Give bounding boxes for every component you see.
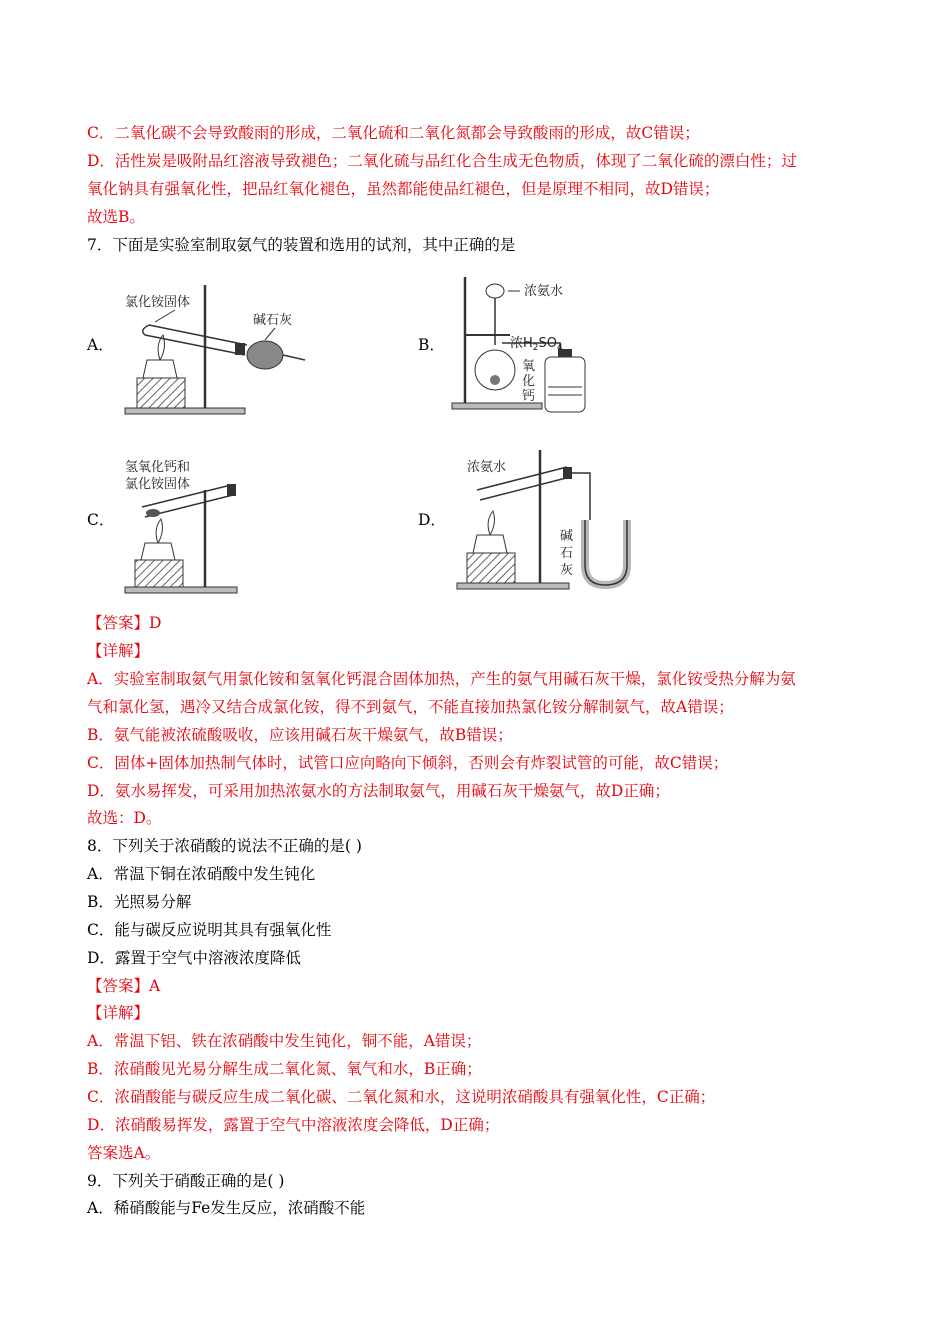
label-ammonium-chloride: 氯化铵固体	[125, 477, 191, 492]
stand-base	[457, 583, 569, 589]
test-tube	[480, 477, 570, 500]
label-conc-ammonia: 浓氨水	[524, 284, 564, 299]
q8-option-b: B．光照易分解	[87, 893, 192, 911]
q8-explain-b: B．浓硝酸见光易分解生成二氧化氮、氧气和水，B正确；	[87, 1060, 482, 1078]
pointer-line-1	[155, 310, 175, 322]
alcohol-lamp	[141, 543, 175, 560]
label-soda-lime-1: 碱	[560, 529, 574, 544]
q8-explain-a: A．常温下铝、铁在浓硝酸中发生钝化，铜不能，A错误；	[87, 1032, 482, 1050]
label-soda-lime: 碱石灰	[253, 313, 293, 328]
u-tube	[585, 520, 627, 585]
alcohol-lamp	[473, 535, 507, 553]
stand-base	[125, 408, 245, 414]
wood-block	[137, 378, 185, 408]
prev-explain-d-line1: D．活性炭是吸附品红溶液导致褪色；二氧化硫与品红化合生成无色物质，体现了二氧化硫的漂白性；过	[87, 152, 797, 170]
q7-option-b-label: B．	[418, 336, 445, 354]
label-soda-lime-2: 石	[560, 546, 574, 561]
figure-a-apparatus	[115, 280, 315, 420]
q7-option-a-label: A．	[87, 336, 114, 354]
q7-answer: 【答案】D	[87, 614, 162, 632]
q7-stem: 7．下面是实验室制取氨气的装置和选用的试剂，其中正确的是	[87, 236, 516, 254]
q7-explain-a-line1: A．实验室制取氨气用氯化铵和氢氧化钙混合固体加热，产生的氨气用碱石灰干燥，氯化铵受热分解为氨	[87, 670, 796, 688]
test-tube-bottom	[143, 325, 149, 335]
figure-c-apparatus	[115, 455, 265, 600]
outlet	[283, 355, 305, 360]
prev-explain-c: C．二氧化碳不会导致酸雨的形成，二氧化硫和二氧化氮都会导致酸雨的形成，故C错误；	[87, 124, 700, 142]
calcium-oxide	[490, 375, 500, 385]
stand-base	[125, 587, 237, 593]
q7-conclusion: 故选：D。	[87, 809, 162, 827]
q7-option-c-label: C．	[87, 511, 115, 529]
q8-explain-c: C．浓硝酸能与碳反应生成二氧化碳、二氧化氮和水，这说明浓硝酸具有强氧化性，C正确；	[87, 1088, 716, 1106]
separatory-funnel	[486, 284, 504, 298]
wood-block	[135, 560, 183, 587]
q8-conclusion: 答案选A。	[87, 1144, 161, 1162]
stopper	[227, 484, 236, 496]
wood-block	[467, 553, 515, 583]
drying-tube	[247, 341, 283, 369]
flame	[156, 519, 162, 543]
solid-mixture	[146, 509, 160, 517]
q8-explain-d: D．浓硝酸易挥发，露置于空气中溶液浓度会降低，D正确；	[87, 1116, 500, 1134]
delivery-tube	[572, 473, 590, 520]
q8-stem: 8．下列关于浓硝酸的说法不正确的是( )	[87, 837, 362, 855]
q8-answer: 【答案】A	[87, 977, 161, 995]
q7-explain-c: C．固体+固体加热制气体时，试管口应向略向下倾斜，否则会有炸裂试管的可能，故C错误；	[87, 754, 729, 772]
label-calcium-oxide-2: 化	[522, 374, 536, 389]
stopper	[563, 467, 572, 479]
stopper	[235, 343, 245, 355]
q8-option-d: D．露置于空气中溶液浓度降低	[87, 949, 301, 967]
figure-b-apparatus	[450, 275, 630, 420]
pointer-line-2	[265, 328, 275, 340]
q8-detail-title: 【详解】	[87, 1004, 150, 1022]
q7-detail-title: 【详解】	[87, 642, 150, 660]
label-conc-sulfuric-acid: 浓$H_2SO_4$	[510, 336, 563, 353]
q7-explain-a-line2: 气和氯化氢，遇冷又结合成氯化铵，得不到氨气，不能直接加热氯化铵分解制氨气，故A错误；	[87, 698, 734, 716]
q9-option-a: A．稀硝酸能与Fe发生反应，浓硝酸不能	[87, 1199, 366, 1217]
q7-explain-b: B．氨气能被浓硫酸吸收，应该用碱石灰干燥氨气，故B错误；	[87, 726, 513, 744]
flame	[488, 511, 494, 535]
label-soda-lime-3: 灰	[560, 563, 574, 578]
label-ammonium-chloride: 氯化铵固体	[125, 295, 191, 310]
figure-d-apparatus	[455, 445, 655, 595]
q9-stem: 9．下列关于硝酸正确的是( )	[87, 1172, 285, 1190]
alcohol-lamp	[143, 360, 177, 378]
q7-option-d-label: D．	[418, 511, 446, 529]
prev-explain-d-line2: 氧化钠具有强氧化性，把品红氧化褪色，虽然都能使品红褪色，但是原理不相同，故D错误；	[87, 180, 720, 198]
q7-explain-d: D．氨水易挥发，可采用加热浓氨水的方法制取氨气，用碱石灰干燥氨气，故D正确；	[87, 782, 670, 800]
label-calcium-oxide-1: 氧	[522, 359, 536, 374]
wash-bottle	[545, 357, 585, 412]
label-calcium-oxide-3: 钙	[522, 389, 536, 404]
q8-option-a: A．常温下铜在浓硝酸中发生钝化	[87, 865, 316, 883]
prev-conclusion: 故选B。	[87, 208, 145, 226]
label-calcium-hydroxide: 氢氧化钙和	[125, 460, 191, 475]
q8-option-c: C．能与碳反应说明其具有强氧化性	[87, 921, 332, 939]
label-conc-ammonia: 浓氨水	[467, 460, 507, 475]
